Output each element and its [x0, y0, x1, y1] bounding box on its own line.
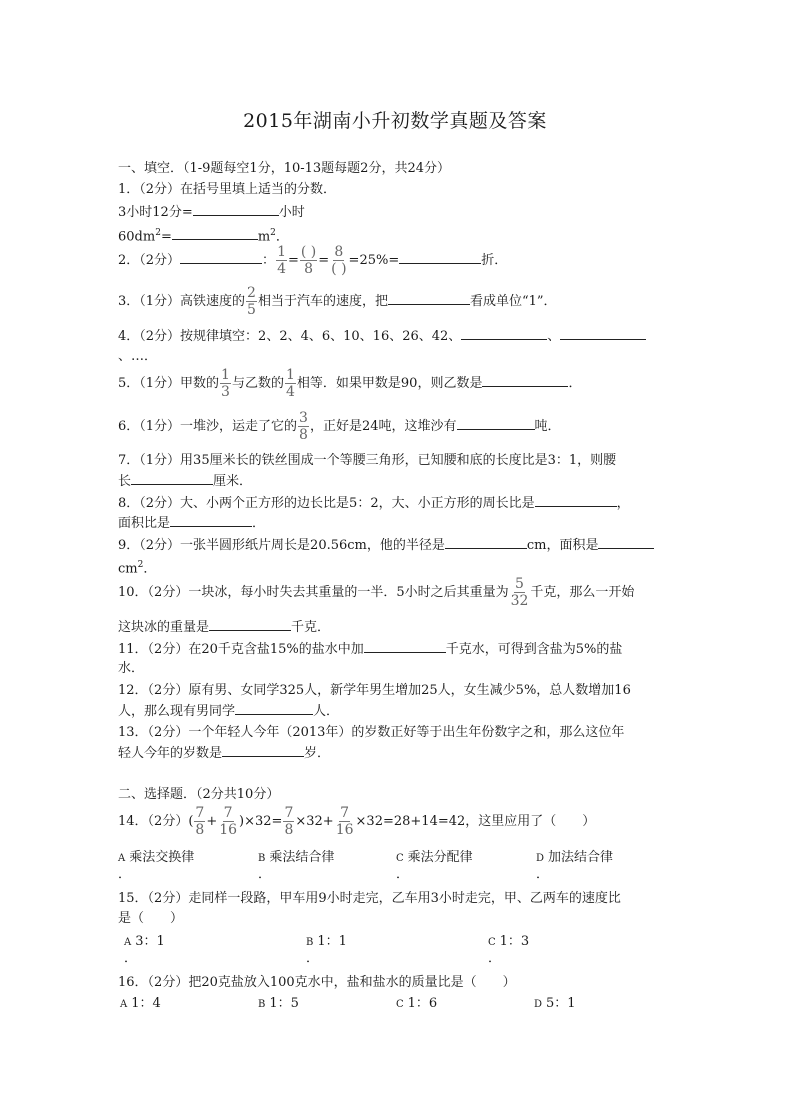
question-12-line-2: 人，那么现有男同学 人．	[118, 704, 340, 719]
option-dot: ．	[124, 951, 138, 966]
fraction: $\frac{3}{8}$	[299, 410, 308, 443]
answer-blank[interactable]	[172, 227, 258, 240]
answer-blank[interactable]	[598, 536, 654, 549]
option-b[interactable]: B 乘法结合律	[258, 850, 335, 865]
question-12: 12．（2分）原有男、女同学325人，新学年男生增加25人，女生减少5%，总人数增加16	[118, 683, 631, 698]
question-9-line-2: $cm^2$．	[118, 560, 157, 577]
question-10-line-2: 这块冰的重量是 千克．	[118, 620, 331, 635]
question-8-line-2: 面积比是 ．	[118, 516, 266, 531]
fraction: $\frac{1}{4}$	[285, 367, 295, 400]
question-7: 7．（1分）用35厘米长的铁丝围成一个等腰三角形，已知腰和底的长度比是3：1，则腰	[118, 453, 617, 468]
answer-blank[interactable]	[445, 536, 527, 549]
section-2-heading: 二、选择题．（2分共10分）	[118, 787, 280, 802]
question-11: 11．（2分）在20千克含盐15%的盐水中加 千克水，可得到含盐为5%的盐	[118, 642, 623, 657]
option-c[interactable]: C 乘法分配律	[396, 850, 473, 865]
question-1: 1．（2分）在括号里填上适当的分数．	[118, 182, 337, 197]
fraction: $\frac{1}{3}$	[221, 367, 230, 400]
answer-blank[interactable]	[131, 472, 213, 485]
option-a[interactable]: A 3：1	[124, 934, 165, 949]
answer-blank[interactable]	[560, 327, 646, 340]
option-b[interactable]: B 1：1	[306, 934, 347, 949]
answer-blank[interactable]	[170, 514, 252, 527]
answer-blank[interactable]	[535, 494, 617, 507]
answer-blank[interactable]	[235, 702, 313, 715]
question-4: 4．（2分）按规律填空：2、2、4、6、10、16、26、42、 、	[118, 327, 646, 346]
fraction: $\frac{2}{5}$	[247, 285, 256, 318]
question-13: 13．（2分）一个年轻人今年（2013年）的岁数正好等于出生年份数字之和，那么这位年	[118, 725, 625, 740]
option-c[interactable]: C 1：6	[396, 996, 438, 1011]
option-dot: ．	[258, 867, 272, 882]
question-1-line-2: $60dm^2= m^2$．	[118, 228, 289, 245]
answer-blank[interactable]	[388, 292, 470, 305]
answer-blank[interactable]	[482, 374, 568, 387]
fraction: $\frac{8}{( )}$	[331, 244, 347, 277]
option-b[interactable]: B 1：5	[258, 996, 299, 1011]
option-a[interactable]: A 乘法交换律	[118, 850, 195, 865]
option-dot: ．	[118, 867, 132, 882]
option-dot: ．	[306, 951, 320, 966]
option-d[interactable]: D 加法结合律	[536, 850, 614, 865]
question-5: 5．（1分）甲数的 $\frac{1}{3}$ 与乙数的 $\frac{1}{4}$ 相等．如果甲数是90，则乙数是 ．	[118, 367, 582, 400]
answer-blank[interactable]	[209, 618, 291, 631]
answer-blank[interactable]	[457, 417, 535, 430]
answer-blank[interactable]	[193, 203, 279, 216]
option-dot: ．	[536, 867, 550, 882]
question-15: 15．（2分）走同样一段路，甲车用9小时走完，乙车用3小时走完，甲、乙两车的速度比	[118, 891, 621, 906]
fraction: $\frac{7}{16}$	[335, 805, 354, 838]
option-dot: ．	[396, 867, 410, 882]
option-c[interactable]: C 1：3	[488, 934, 530, 949]
question-11-line-2: 水．	[118, 661, 145, 676]
fraction: $\frac{7}{8}$	[195, 805, 205, 838]
answer-blank[interactable]	[399, 251, 481, 264]
question-2: 2．（2分） ： $\frac{1}{4}$ = $\frac{( )}{8}$ = $\frac{8}{( )}$ =25%= 折．	[118, 244, 508, 277]
answer-blank[interactable]	[364, 640, 446, 653]
fraction: $\frac{7}{8}$	[284, 805, 294, 838]
fraction: $\frac{1}{4}$	[277, 244, 286, 277]
answer-blank[interactable]	[180, 251, 262, 264]
fraction: $\frac{7}{16}$	[219, 805, 238, 838]
fraction: $\frac{( )}{8}$	[300, 244, 317, 277]
question-14: 14．（2分）( $\frac{7}{8}$ + $\frac{7}{16}$ )×32= $\frac{7}{8}$ ×32+ $\frac{7}{16}$ ×32=28+14=42，这里应用了（ ）	[118, 805, 596, 838]
answer-blank[interactable]	[461, 327, 547, 340]
question-3: 3．（1分）高铁速度的 $\frac{2}{5}$ 相当于汽车的速度，把 看成单位“1”．	[118, 285, 557, 318]
question-6: 6．（1分）一堆沙，运走了它的 $\frac{3}{8}$ ，正好是24吨，这堆沙有 吨．	[118, 410, 561, 443]
question-16: 16．（2分）把20克盐放入100克水中，盐和盐水的质量比是（ ）	[118, 975, 516, 990]
option-a[interactable]: A 1：4	[120, 996, 161, 1011]
option-dot: ．	[488, 951, 502, 966]
question-4-line-2: 、…．	[118, 349, 158, 364]
question-7-line-2: 长 厘米．	[118, 474, 253, 489]
question-15-line-2: 是（ ）	[118, 911, 184, 926]
question-13-line-2: 轻人今年的岁数是 岁．	[118, 746, 331, 761]
question-1-line-1: 3小时12分= 小时	[118, 205, 305, 220]
document-title: 2015年湖南小升初数学真题及答案	[243, 110, 547, 132]
question-9: 9．（2分）一张半圆形纸片周长是20.56cm，他的半径是 cm，面积是	[118, 536, 654, 555]
question-8: 8．（2分）大、小两个正方形的边长比是5：2，大、小正方形的周长比是 ，	[118, 496, 630, 511]
answer-blank[interactable]	[222, 744, 304, 757]
question-10: 10．（2分）一块冰，每小时失去其重量的一半．5小时之后其重量为 $\frac{5}{32}$ 千克，那么一开始	[118, 576, 635, 609]
option-d[interactable]: D 5：1	[534, 996, 576, 1011]
fraction: $\frac{5}{32}$	[510, 576, 529, 609]
section-1-heading: 一、填空．（1-9题每空1分，10-13题每题2分，共24分）	[118, 161, 450, 176]
